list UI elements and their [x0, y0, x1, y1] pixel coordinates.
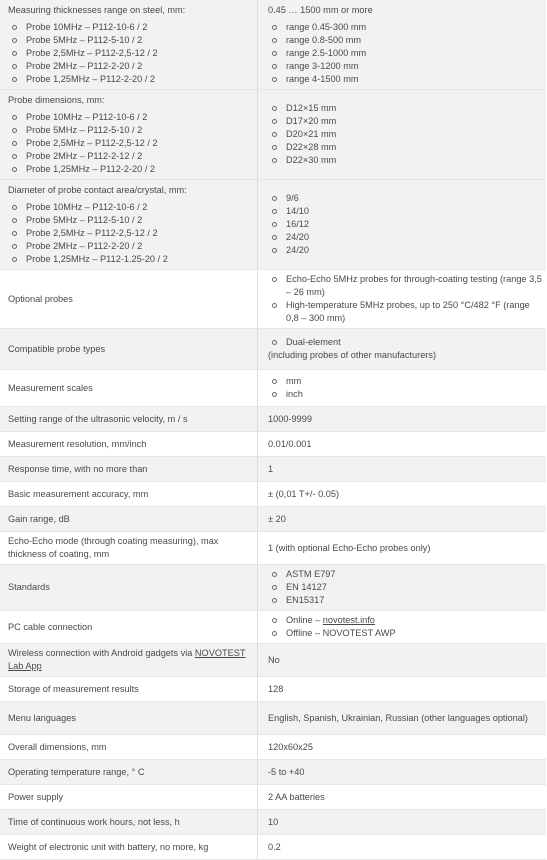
list-item: Echo-Echo 5MHz probes for through-coating testing (range 3,5 – 26 mm) [268, 273, 542, 299]
spec-label-cell [0, 565, 258, 611]
spec-value-cell [258, 785, 547, 810]
spec-label-cell [0, 407, 258, 432]
list-item: EN 14127 [268, 581, 542, 594]
list-item: Probe 2,5MHz – P112-2,5-12 / 2 [8, 137, 253, 150]
list-item: range 2.5-1000 mm [268, 47, 542, 60]
spec-row-power-supply [0, 785, 546, 810]
spec-label-cell [0, 677, 258, 702]
spec-row-standards [0, 565, 546, 611]
spec-value-cell [258, 677, 547, 702]
probe-list [8, 201, 253, 266]
list-item: mm [268, 375, 542, 388]
spec-label-cell [0, 702, 258, 735]
value-list [268, 336, 542, 349]
spec-row-contact-diameter [0, 180, 546, 270]
spec-value-cell [258, 370, 547, 407]
spec-label: Storage of measurement results [8, 683, 139, 694]
list-item: Probe 1,25MHz – P112-2-20 / 2 [8, 163, 253, 176]
spec-row-probe-dimensions [0, 90, 546, 180]
spec-value-cell [258, 180, 547, 270]
spec-value: -5 to +40 [268, 766, 305, 777]
list-item: range 3-1200 mm [268, 60, 542, 73]
spec-value-cell [258, 532, 547, 565]
spec-row-operating-temperature [0, 760, 546, 785]
spec-value-cell [258, 270, 547, 329]
spec-label-cell [0, 370, 258, 407]
spec-label: Setting range of the ultrasonic velocity, m / s [8, 413, 188, 424]
spec-label-cell [0, 735, 258, 760]
spec-row-compatible-probes [0, 329, 546, 370]
list-item: D17×20 mm [268, 115, 542, 128]
spec-label-cell [0, 457, 258, 482]
spec-value-cell [258, 329, 547, 370]
spec-row-accuracy [0, 482, 546, 507]
list-item: Probe 2MHz – P112-2-20 / 2 [8, 240, 253, 253]
spec-value: 2 AA batteries [268, 791, 325, 802]
list-item: Probe 5MHz – P112-5-10 / 2 [8, 124, 253, 137]
spec-label: PC cable connection [8, 621, 93, 632]
spec-label: Optional probes [8, 293, 73, 304]
spec-value: 10 [268, 816, 279, 827]
list-item: Probe 10MHz – P112-10-6 / 2 [8, 111, 253, 124]
spec-value-cell [258, 835, 547, 860]
spec-value: 120x60x25 [268, 741, 313, 752]
spec-value-cell [258, 644, 547, 677]
spec-label-cell [0, 507, 258, 532]
list-item: inch [268, 388, 542, 401]
spec-row-thickness-range [0, 0, 546, 90]
value-list [268, 375, 542, 401]
spec-row-storage [0, 677, 546, 702]
spec-label: Measuring thicknesses range on steel, mm: [8, 4, 186, 15]
spec-label: Probe dimensions, mm: [8, 94, 105, 105]
spec-value-cell [258, 407, 547, 432]
spec-label: Response time, with no more than [8, 463, 148, 474]
spec-label-cell [0, 810, 258, 835]
list-item: range 4-1500 mm [268, 73, 542, 86]
spec-value: No [268, 654, 280, 665]
spec-value-cell [258, 432, 547, 457]
spec-row-overall-dimensions [0, 735, 546, 760]
spec-row-response-time [0, 457, 546, 482]
list-item: 24/20 [268, 244, 542, 257]
list-item: 16/12 [268, 218, 542, 231]
spec-value: 128 [268, 683, 284, 694]
spec-row-pc-connection [0, 611, 546, 644]
list-item: D20×21 mm [268, 128, 542, 141]
spec-label: Standards [8, 582, 50, 592]
spec-label: Basic measurement accuracy, mm [8, 488, 149, 499]
spec-label: Echo-Echo mode (through coating measuring), max thickness of coating, mm [8, 536, 219, 559]
spec-label: Power supply [8, 791, 64, 802]
list-item: Dual-element [268, 336, 542, 349]
spec-value-cell [258, 611, 547, 644]
spec-label: Gain range, dB [8, 513, 70, 524]
spec-row-velocity [0, 407, 546, 432]
list-item: Probe 2,5MHz – P112-2,5-12 / 2 [8, 227, 253, 240]
list-item: range 0.8-500 mm [268, 34, 542, 47]
list-item: range 0.45-300 mm [268, 21, 542, 34]
novotest-lab-app-link[interactable]: NOVOTEST Lab App [8, 648, 246, 671]
spec-value-cell [258, 702, 547, 735]
list-item: 14/10 [268, 205, 542, 218]
list-item: Probe 2MHz – P112-2-12 / 2 [8, 150, 253, 163]
value-list [268, 21, 542, 86]
spec-label-cell [0, 644, 258, 677]
spec-row-weight [0, 835, 546, 860]
spec-label-cell [0, 90, 258, 180]
spec-value: 1 [268, 463, 274, 474]
spec-row-menu-languages [0, 702, 546, 735]
spec-value-cell [258, 482, 547, 507]
spec-value: 0.01/0.001 [268, 438, 312, 449]
list-item: High-temperature 5MHz probes, up to 250 °C/482 °F (range 0,8 – 300 mm) [268, 299, 542, 325]
spec-label-cell [0, 785, 258, 810]
spec-label-cell [0, 760, 258, 785]
spec-value-cell [258, 810, 547, 835]
list-item: 24/20 [268, 231, 542, 244]
list-item: D12×15 mm [268, 102, 542, 115]
spec-label-cell [0, 180, 258, 270]
spec-label-cell [0, 835, 258, 860]
list-item: Probe 1,25MHz – P112-2-20 / 2 [8, 73, 253, 86]
list-item: Probe 10MHz – P112-10-6 / 2 [8, 21, 253, 34]
value-list [268, 273, 542, 325]
spec-value: ± 20 [268, 513, 286, 524]
spec-value-cell [258, 507, 547, 532]
spec-label: Time of continuous work hours, not less, h [8, 816, 180, 827]
list-item: D22×28 mm [268, 141, 542, 154]
spec-label: Wireless connection with Android gadgets via [8, 648, 195, 658]
spec-row-wireless [0, 644, 546, 677]
spec-value: 1000-9999 [268, 413, 312, 424]
value-list [268, 568, 542, 607]
spec-label: Measurement scales [8, 382, 93, 393]
spec-label-cell [0, 432, 258, 457]
spec-label: Measurement resolution, mm/inch [8, 438, 147, 449]
spec-label-cell [0, 482, 258, 507]
spec-row-echo-echo [0, 532, 546, 565]
spec-label: Overall dimensions, mm [8, 741, 107, 752]
list-item: Probe 5MHz – P112-5-10 / 2 [8, 34, 253, 47]
spec-value-cell [258, 735, 547, 760]
list-item: D22×30 mm [268, 154, 542, 167]
novotest-info-link[interactable]: novotest.info [322, 615, 375, 625]
spec-row-gain-range [0, 507, 546, 532]
spec-label-cell [0, 532, 258, 565]
spec-label-cell [0, 611, 258, 644]
spec-value-cell [258, 457, 547, 482]
spec-value: 0.2 [268, 841, 281, 852]
spec-label: Operating temperature range, ° C [8, 766, 145, 777]
spec-row-optional-probes [0, 270, 546, 329]
spec-row-resolution [0, 432, 546, 457]
spec-value: 0.45 … 1500 mm or more [268, 4, 373, 15]
list-item: 9/6 [268, 192, 542, 205]
list-item: Probe 10MHz – P112-10-6 / 2 [8, 201, 253, 214]
spec-value: ± (0,01 T+/- 0.05) [268, 488, 340, 499]
spec-value: 1 (with optional Echo-Echo probes only) [268, 542, 431, 553]
online-label: Online – [286, 615, 323, 625]
spec-label: Compatible probe types [8, 343, 106, 354]
spec-value-cell [258, 565, 547, 611]
value-list [268, 102, 542, 167]
spec-value-cell [258, 90, 547, 180]
spec-label-cell [0, 329, 258, 370]
spec-label: Menu languages [8, 712, 76, 723]
spec-label-cell [0, 270, 258, 329]
spec-label-cell [0, 0, 258, 90]
spec-value-cell [258, 0, 547, 90]
list-item: Probe 5MHz – P112-5-10 / 2 [8, 214, 253, 227]
list-item: Probe 2MHz – P112-2-20 / 2 [8, 60, 253, 73]
spec-value-note: (including probes of other manufacturers) [268, 350, 437, 360]
list-item: Probe 1,25MHz – P112-1.25-20 / 2 [8, 253, 253, 266]
value-list [268, 192, 542, 257]
spec-value-cell [258, 760, 547, 785]
spec-row-measurement-scales [0, 370, 546, 407]
list-item: EN15317 [268, 594, 542, 607]
list-item: ASTM E797 [268, 568, 542, 581]
spec-row-continuous-work [0, 810, 546, 835]
probe-list [8, 111, 253, 176]
spec-label: Diameter of probe contact area/crystal, mm: [8, 184, 187, 195]
list-item: Offline – NOVOTEST AWP [268, 627, 542, 640]
probe-list [8, 21, 253, 86]
spec-label: Weight of electronic unit with battery, no more, kg [8, 841, 209, 852]
list-item [268, 614, 542, 627]
value-list [268, 614, 542, 640]
spec-value: English, Spanish, Ukrainian, Russian (other languages optional) [268, 712, 528, 723]
list-item: Probe 2,5MHz – P112-2,5-12 / 2 [8, 47, 253, 60]
